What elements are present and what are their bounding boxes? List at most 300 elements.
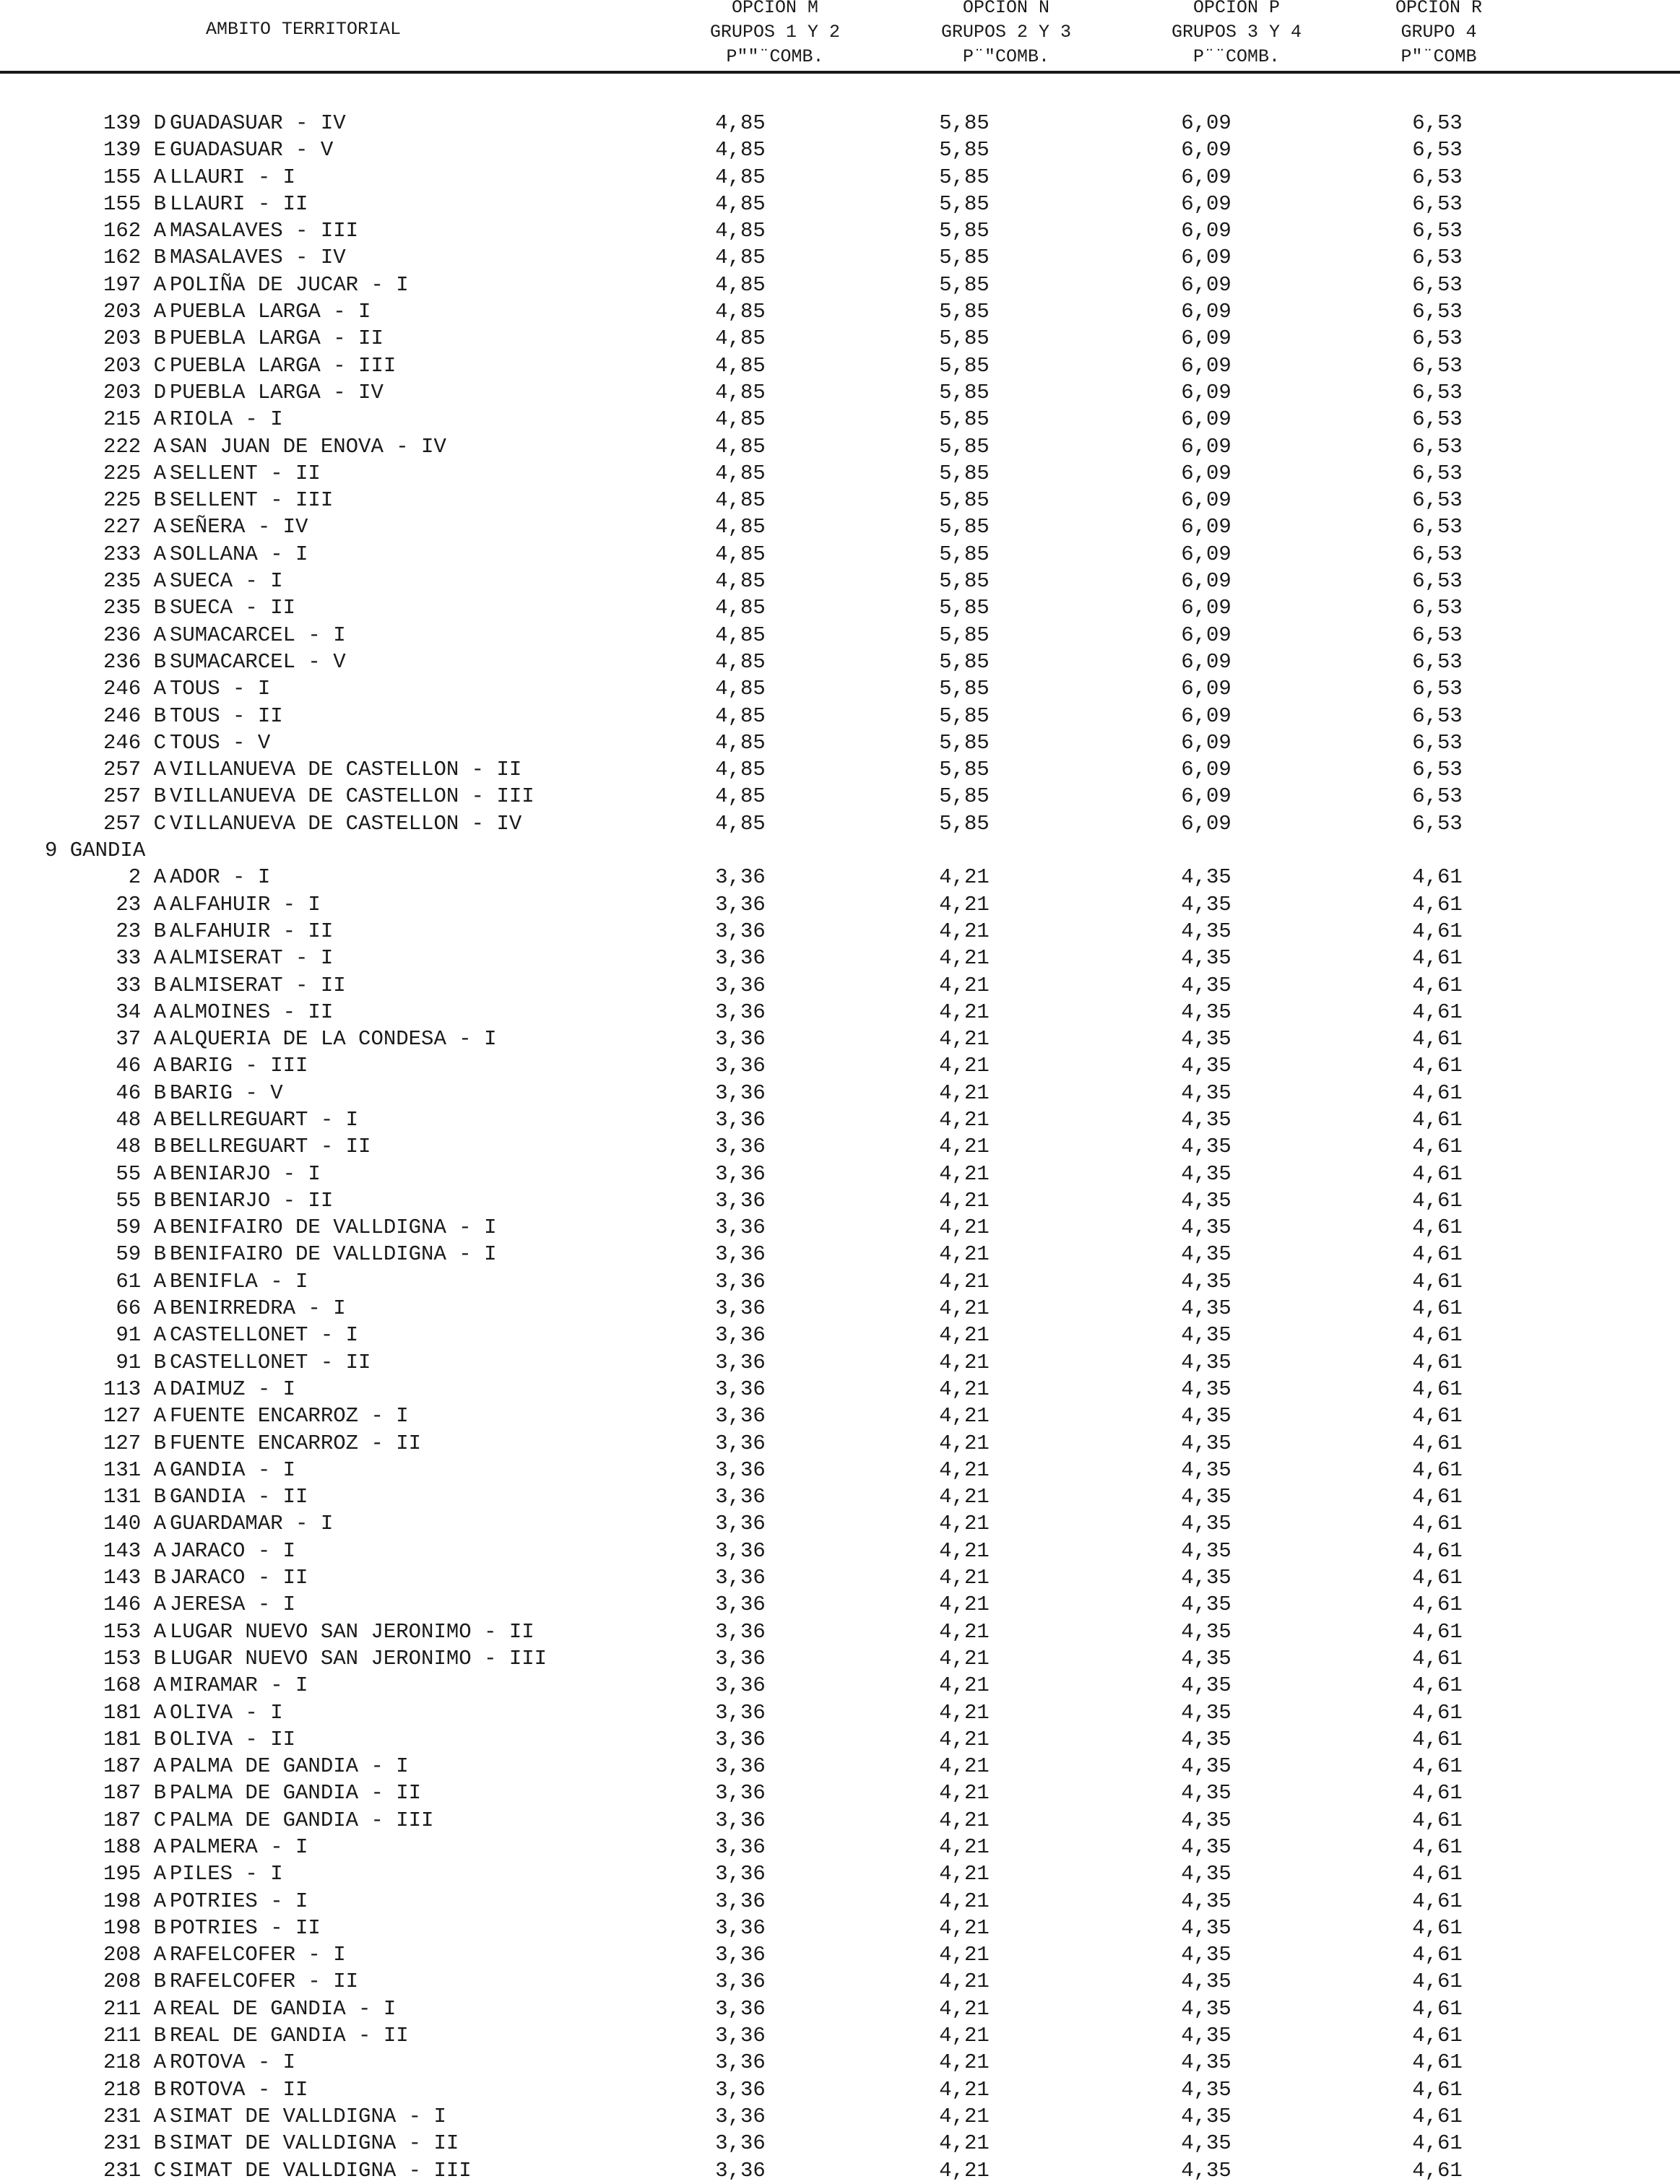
value-opcion-n: 4,21 [939, 1457, 990, 1482]
value-opcion-r: 6,53 [1412, 353, 1463, 378]
row-code: 113 A [103, 1377, 166, 1401]
row-code: 257 B [103, 784, 166, 809]
table-row [0, 1753, 1680, 1780]
value-opcion-p: 4,35 [1181, 2131, 1231, 2156]
value-opcion-r: 6,53 [1412, 488, 1463, 513]
table-row [0, 1726, 1680, 1753]
value-opcion-n: 4,21 [939, 1404, 990, 1429]
row-code: 155 A [103, 165, 166, 189]
value-opcion-m: 3,36 [715, 1808, 766, 1832]
row-name: GUADASUAR - V [170, 138, 334, 162]
value-opcion-m: 4,85 [715, 407, 766, 432]
value-opcion-p: 4,35 [1181, 1377, 1231, 1401]
row-code: 246 B [103, 703, 166, 728]
row-code: 127 B [103, 1431, 166, 1455]
value-opcion-r: 4,61 [1412, 1485, 1463, 1509]
row-code: 203 B [103, 326, 166, 351]
value-opcion-n: 4,21 [939, 1054, 990, 1078]
row-name: BENIRREDRA - I [170, 1296, 346, 1321]
value-opcion-r: 4,61 [1412, 1242, 1463, 1267]
header-opcion-p-line3: P¨¨COMB. [1192, 46, 1281, 67]
table-row [0, 568, 1680, 594]
value-opcion-r: 4,61 [1412, 1377, 1463, 1401]
row-name: LLAURI - II [170, 191, 308, 216]
row-name: DAIMUZ - I [170, 1377, 296, 1401]
table-row [0, 406, 1680, 433]
row-name: PALMA DE GANDIA - III [170, 1808, 434, 1832]
row-name: BENIFAIRO DE VALLDIGNA - I [170, 1242, 497, 1267]
row-code: 215 A [103, 407, 166, 432]
value-opcion-m: 3,36 [715, 865, 766, 890]
row-name: BELLREGUART - II [170, 1135, 371, 1159]
table-row [0, 2076, 1680, 2103]
value-opcion-r: 4,61 [1412, 1727, 1463, 1751]
value-opcion-r: 6,53 [1412, 649, 1463, 674]
row-code: 91 B [116, 1350, 166, 1374]
row-code: 187 C [103, 1808, 166, 1832]
row-code: 2 A [128, 865, 166, 890]
value-opcion-r: 4,61 [1412, 1889, 1463, 1913]
value-opcion-r: 6,53 [1412, 811, 1463, 836]
value-opcion-n: 4,21 [939, 1512, 990, 1536]
value-opcion-n: 4,21 [939, 1188, 990, 1213]
value-opcion-m: 4,85 [715, 111, 766, 135]
value-opcion-p: 6,09 [1181, 138, 1231, 162]
row-code: 233 A [103, 542, 166, 566]
row-name: JARACO - I [170, 1538, 296, 1563]
table-row [0, 1510, 1680, 1537]
value-opcion-r: 4,61 [1412, 1512, 1463, 1536]
value-opcion-n: 4,21 [939, 892, 990, 916]
value-opcion-n: 4,21 [939, 1216, 990, 1240]
row-code: 23 B [116, 919, 166, 943]
row-code: 168 A [103, 1673, 166, 1698]
row-name: ALFAHUIR - II [170, 919, 334, 943]
value-opcion-m: 3,36 [715, 1727, 766, 1751]
row-name: RIOLA - I [170, 407, 283, 432]
value-opcion-n: 4,21 [939, 973, 990, 997]
value-opcion-p: 6,09 [1181, 569, 1231, 594]
value-opcion-n: 4,21 [939, 1080, 990, 1105]
value-opcion-p: 6,09 [1181, 649, 1231, 674]
table-row [0, 1591, 1680, 1618]
value-opcion-m: 3,36 [715, 1269, 766, 1294]
row-name: CASTELLONET - I [170, 1323, 359, 1348]
value-opcion-m: 3,36 [715, 2131, 766, 2156]
value-opcion-n: 4,21 [939, 1700, 990, 1725]
value-opcion-p: 6,09 [1181, 165, 1231, 189]
row-code: 61 A [116, 1269, 166, 1294]
row-code: 211 B [103, 2024, 166, 2048]
value-opcion-m: 3,36 [715, 1323, 766, 1348]
value-opcion-r: 4,61 [1412, 1700, 1463, 1725]
value-opcion-p: 4,35 [1181, 919, 1231, 943]
value-opcion-p: 4,35 [1181, 1161, 1231, 1186]
value-opcion-p: 4,35 [1181, 2158, 1231, 2183]
header-opcion-m-line1: OPCION M [731, 0, 819, 18]
table-row [0, 2157, 1680, 2184]
table-row [0, 1241, 1680, 1268]
table-body [0, 110, 1680, 2184]
header-opcion-n-line1: OPCION N [962, 0, 1050, 18]
row-code: 131 A [103, 1457, 166, 1482]
value-opcion-n: 4,21 [939, 2131, 990, 2156]
row-code: 46 A [116, 1054, 166, 1078]
table-row [0, 514, 1680, 540]
value-opcion-p: 4,35 [1181, 2024, 1231, 2048]
value-opcion-m: 3,36 [715, 973, 766, 997]
value-opcion-p: 4,35 [1181, 1512, 1231, 1536]
value-opcion-p: 4,35 [1181, 1485, 1231, 1509]
value-opcion-m: 3,36 [715, 1592, 766, 1617]
table-row [0, 1618, 1680, 1645]
value-opcion-m: 4,85 [715, 272, 766, 297]
row-name: PALMA DE GANDIA - II [170, 1781, 422, 1806]
value-opcion-p: 4,35 [1181, 2077, 1231, 2102]
row-name: BENIFAIRO DE VALLDIGNA - I [170, 1216, 497, 1240]
table-row [0, 729, 1680, 756]
table-row [0, 1457, 1680, 1483]
row-code: 181 A [103, 1700, 166, 1725]
table-row [0, 2022, 1680, 2049]
value-opcion-m: 4,85 [715, 677, 766, 701]
row-name: GUADASUAR - IV [170, 111, 346, 135]
table-row [0, 1322, 1680, 1348]
value-opcion-n: 4,21 [939, 1673, 990, 1698]
value-opcion-m: 3,36 [715, 1054, 766, 1078]
row-code: 143 B [103, 1566, 166, 1590]
row-name: SIMAT DE VALLDIGNA - III [170, 2158, 472, 2183]
row-name: FUENTE ENCARROZ - I [170, 1404, 409, 1429]
value-opcion-n: 4,21 [939, 1485, 990, 1509]
table-row [0, 622, 1680, 649]
row-code: 235 B [103, 596, 166, 620]
value-opcion-p: 4,35 [1181, 1970, 1231, 1994]
row-name: PUEBLA LARGA - III [170, 353, 397, 378]
row-code: 37 A [116, 1027, 166, 1052]
value-opcion-m: 3,36 [715, 1457, 766, 1482]
row-name: SAN JUAN DE ENOVA - IV [170, 434, 446, 459]
value-opcion-m: 4,85 [715, 461, 766, 485]
table-row [0, 864, 1680, 890]
row-name: RAFELCOFER - II [170, 1970, 359, 1994]
row-name: ROTOVA - I [170, 2050, 296, 2075]
table-row [0, 1403, 1680, 1429]
value-opcion-m: 4,85 [715, 811, 766, 836]
row-name: SELLENT - II [170, 461, 321, 485]
value-opcion-p: 4,35 [1181, 1054, 1231, 1078]
value-opcion-p: 4,35 [1181, 1269, 1231, 1294]
table-row [0, 999, 1680, 1026]
table-row [0, 918, 1680, 945]
row-name: BELLREGUART - I [170, 1107, 359, 1132]
row-code: 246 C [103, 730, 166, 755]
value-opcion-n: 4,21 [939, 1027, 990, 1052]
value-opcion-m: 3,36 [715, 1538, 766, 1563]
value-opcion-p: 4,35 [1181, 1080, 1231, 1105]
row-code: 131 B [103, 1485, 166, 1509]
value-opcion-r: 6,53 [1412, 784, 1463, 809]
row-code: 235 A [103, 569, 166, 594]
value-opcion-m: 4,85 [715, 488, 766, 513]
value-opcion-m: 4,85 [715, 246, 766, 270]
value-opcion-m: 3,36 [715, 1188, 766, 1213]
row-name: VILLANUEVA DE CASTELLON - IV [170, 811, 522, 836]
value-opcion-n: 5,85 [939, 515, 990, 540]
value-opcion-p: 4,35 [1181, 1404, 1231, 1429]
table-row [0, 1026, 1680, 1052]
value-opcion-r: 4,61 [1412, 1673, 1463, 1698]
row-code: 153 A [103, 1619, 166, 1644]
value-opcion-m: 4,85 [715, 730, 766, 755]
value-opcion-n: 5,85 [939, 380, 990, 404]
row-code: 153 B [103, 1646, 166, 1670]
header-opcion-n-line3: P¨"COMB. [962, 46, 1050, 67]
value-opcion-m: 4,85 [715, 649, 766, 674]
value-opcion-n: 4,21 [939, 1107, 990, 1132]
row-name: PUEBLA LARGA - II [170, 326, 384, 351]
table-row [0, 460, 1680, 487]
value-opcion-n: 5,85 [939, 811, 990, 836]
row-code: 246 A [103, 677, 166, 701]
row-name: ALMISERAT - II [170, 973, 346, 997]
table-row [0, 1834, 1680, 1860]
value-opcion-r: 4,61 [1412, 1808, 1463, 1832]
header-opcion-r-line1: OPCION R [1395, 0, 1483, 18]
value-opcion-m: 3,36 [715, 1512, 766, 1536]
value-opcion-p: 4,35 [1181, 1216, 1231, 1240]
row-code: 34 A [116, 1000, 166, 1024]
row-name: ROTOVA - II [170, 2077, 308, 2102]
row-name: ALMOINES - II [170, 1000, 334, 1024]
value-opcion-r: 6,53 [1412, 730, 1463, 755]
row-name: OLIVA - II [170, 1727, 296, 1751]
row-name: POTRIES - I [170, 1889, 308, 1913]
row-code: 208 B [103, 1970, 166, 1994]
value-opcion-r: 6,53 [1412, 596, 1463, 620]
value-opcion-m: 3,36 [715, 1485, 766, 1509]
value-opcion-p: 4,35 [1181, 1000, 1231, 1024]
row-name: ADOR - I [170, 865, 271, 890]
header-opcion-r-line3: P"¨COMB [1400, 46, 1477, 67]
value-opcion-p: 4,35 [1181, 1592, 1231, 1617]
value-opcion-m: 3,36 [715, 1404, 766, 1429]
value-opcion-n: 4,21 [939, 1808, 990, 1832]
value-opcion-n: 5,85 [939, 191, 990, 216]
value-opcion-m: 3,36 [715, 1000, 766, 1024]
value-opcion-m: 4,85 [715, 219, 766, 243]
value-opcion-n: 4,21 [939, 1350, 990, 1374]
table-row [0, 1780, 1680, 1806]
value-opcion-m: 3,36 [715, 1296, 766, 1321]
row-name: GUARDAMAR - I [170, 1512, 334, 1536]
value-opcion-m: 4,85 [715, 191, 766, 216]
row-name: FUENTE ENCARROZ - II [170, 1431, 422, 1455]
value-opcion-m: 4,85 [715, 703, 766, 728]
value-opcion-r: 6,53 [1412, 758, 1463, 782]
group-header-row [0, 837, 1680, 864]
value-opcion-r: 6,53 [1412, 434, 1463, 459]
row-code: 198 A [103, 1889, 166, 1913]
value-opcion-n: 4,21 [939, 1754, 990, 1779]
value-opcion-p: 4,35 [1181, 2050, 1231, 2075]
value-opcion-n: 4,21 [939, 2024, 990, 2048]
header-opcion-m-line3: P""¨COMB. [726, 46, 824, 67]
value-opcion-m: 3,36 [715, 1431, 766, 1455]
value-opcion-r: 4,61 [1412, 2131, 1463, 2156]
value-opcion-m: 4,85 [715, 623, 766, 647]
value-opcion-r: 4,61 [1412, 1754, 1463, 1779]
value-opcion-p: 4,35 [1181, 1646, 1231, 1670]
row-code: 231 B [103, 2131, 166, 2156]
value-opcion-m: 3,36 [715, 919, 766, 943]
value-opcion-p: 4,35 [1181, 973, 1231, 997]
value-opcion-m: 3,36 [715, 1862, 766, 1886]
row-name: TOUS - V [170, 730, 271, 755]
table-row [0, 1430, 1680, 1457]
row-name: LLAURI - I [170, 165, 296, 189]
row-code: 236 A [103, 623, 166, 647]
row-code: 181 B [103, 1727, 166, 1751]
row-name: BENIARJO - II [170, 1188, 334, 1213]
value-opcion-r: 4,61 [1412, 2077, 1463, 2102]
value-opcion-n: 5,85 [939, 677, 990, 701]
value-opcion-n: 5,85 [939, 246, 990, 270]
value-opcion-r: 4,61 [1412, 1188, 1463, 1213]
value-opcion-r: 4,61 [1412, 1269, 1463, 1294]
value-opcion-m: 4,85 [715, 138, 766, 162]
row-name: LUGAR NUEVO SAN JERONIMO - III [170, 1646, 547, 1670]
value-opcion-n: 5,85 [939, 111, 990, 135]
value-opcion-r: 6,53 [1412, 380, 1463, 404]
value-opcion-r: 4,61 [1412, 1538, 1463, 1563]
value-opcion-m: 3,36 [715, 1107, 766, 1132]
header-opcion-p-line1: OPCION P [1192, 0, 1281, 18]
row-name: SUECA - I [170, 569, 283, 594]
row-name: SELLENT - III [170, 488, 334, 513]
row-name: JERESA - I [170, 1592, 296, 1617]
value-opcion-n: 5,85 [939, 326, 990, 351]
value-opcion-r: 4,61 [1412, 1835, 1463, 1859]
value-opcion-n: 4,21 [939, 1242, 990, 1267]
value-opcion-n: 4,21 [939, 1619, 990, 1644]
value-opcion-n: 5,85 [939, 138, 990, 162]
row-code: 59 A [116, 1216, 166, 1240]
table-row [0, 1349, 1680, 1376]
value-opcion-p: 4,35 [1181, 1835, 1231, 1859]
value-opcion-m: 4,85 [715, 380, 766, 404]
row-code: 257 A [103, 758, 166, 782]
row-code: 203 A [103, 300, 166, 324]
value-opcion-n: 5,85 [939, 730, 990, 755]
table-row [0, 136, 1680, 163]
value-opcion-m: 4,85 [715, 784, 766, 809]
table-row [0, 433, 1680, 460]
value-opcion-n: 5,85 [939, 649, 990, 674]
value-opcion-n: 5,85 [939, 623, 990, 647]
value-opcion-p: 6,09 [1181, 219, 1231, 243]
value-opcion-r: 6,53 [1412, 623, 1463, 647]
group-label: 9 GANDIA [45, 838, 146, 863]
table-row [0, 1915, 1680, 1941]
table-row [0, 1941, 1680, 1968]
value-opcion-m: 3,36 [715, 2050, 766, 2075]
value-opcion-m: 3,36 [715, 1781, 766, 1806]
value-opcion-m: 3,36 [715, 1915, 766, 1940]
value-opcion-p: 6,09 [1181, 758, 1231, 782]
row-code: 187 A [103, 1754, 166, 1779]
table-row [0, 541, 1680, 568]
value-opcion-n: 4,21 [939, 1135, 990, 1159]
value-opcion-p: 4,35 [1181, 1673, 1231, 1698]
row-name: MASALAVES - III [170, 219, 359, 243]
value-opcion-m: 4,85 [715, 515, 766, 540]
value-opcion-p: 4,35 [1181, 946, 1231, 971]
value-opcion-m: 3,36 [715, 1350, 766, 1374]
value-opcion-p: 6,09 [1181, 434, 1231, 459]
table-row [0, 1133, 1680, 1160]
value-opcion-p: 4,35 [1181, 1107, 1231, 1132]
value-opcion-p: 6,09 [1181, 191, 1231, 216]
table-row [0, 1214, 1680, 1241]
value-opcion-p: 4,35 [1181, 2104, 1231, 2128]
value-opcion-n: 4,21 [939, 1915, 990, 1940]
value-opcion-n: 4,21 [939, 1377, 990, 1401]
row-name: PALMERA - I [170, 1835, 308, 1859]
value-opcion-r: 6,53 [1412, 407, 1463, 432]
value-opcion-p: 6,09 [1181, 623, 1231, 647]
value-opcion-p: 4,35 [1181, 1135, 1231, 1159]
table-row [0, 298, 1680, 325]
table-row [0, 675, 1680, 702]
row-name: VILLANUEVA DE CASTELLON - II [170, 758, 522, 782]
value-opcion-m: 3,36 [715, 1027, 766, 1052]
value-opcion-p: 4,35 [1181, 1242, 1231, 1267]
value-opcion-n: 5,85 [939, 784, 990, 809]
table-row [0, 487, 1680, 514]
row-name: RAFELCOFER - I [170, 1943, 346, 1967]
row-name: VILLANUEVA DE CASTELLON - III [170, 784, 534, 809]
table-row [0, 191, 1680, 217]
value-opcion-r: 6,53 [1412, 703, 1463, 728]
value-opcion-r: 4,61 [1412, 1970, 1463, 1994]
value-opcion-p: 4,35 [1181, 1808, 1231, 1832]
value-opcion-p: 4,35 [1181, 1566, 1231, 1590]
value-opcion-p: 4,35 [1181, 865, 1231, 890]
row-code: 59 B [116, 1242, 166, 1267]
value-opcion-r: 4,61 [1412, 1592, 1463, 1617]
table-row [0, 1106, 1680, 1133]
table-row [0, 1888, 1680, 1915]
value-opcion-n: 4,21 [939, 1970, 990, 1994]
value-opcion-p: 6,09 [1181, 326, 1231, 351]
value-opcion-m: 3,36 [715, 946, 766, 971]
value-opcion-p: 4,35 [1181, 892, 1231, 916]
value-opcion-p: 4,35 [1181, 1889, 1231, 1913]
value-opcion-n: 5,85 [939, 758, 990, 782]
value-opcion-r: 6,53 [1412, 542, 1463, 566]
value-opcion-p: 6,09 [1181, 488, 1231, 513]
value-opcion-m: 4,85 [715, 165, 766, 189]
table-header [0, 0, 1680, 72]
table-row [0, 2130, 1680, 2157]
value-opcion-r: 4,61 [1412, 919, 1463, 943]
value-opcion-n: 4,21 [939, 865, 990, 890]
value-opcion-n: 4,21 [939, 946, 990, 971]
row-name: SEÑERA - IV [170, 515, 308, 540]
value-opcion-r: 6,53 [1412, 326, 1463, 351]
value-opcion-m: 3,36 [715, 1216, 766, 1240]
